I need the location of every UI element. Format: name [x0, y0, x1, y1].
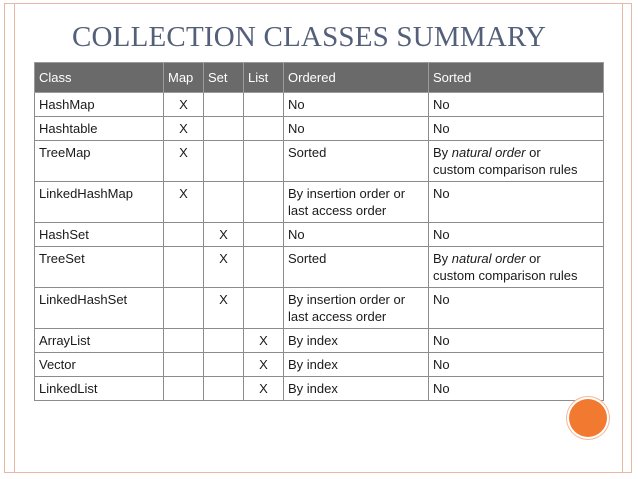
cell-class: HashMap [35, 93, 164, 117]
sorted-line: custom comparison rules [433, 268, 578, 283]
cell-sorted [429, 377, 604, 401]
cell-sorted [429, 247, 604, 288]
cell-ordered [284, 377, 429, 401]
cell-map [164, 288, 204, 329]
ordered-line: By insertion order or [288, 186, 406, 201]
cell-sorted [429, 288, 604, 329]
header-list: List [244, 63, 284, 93]
cell-list [244, 141, 284, 182]
cell-map [164, 329, 204, 353]
cell-sorted [429, 141, 604, 182]
cell-set: X [204, 223, 244, 247]
ordered-line: No [288, 97, 305, 112]
sorted-line [433, 250, 599, 267]
table-body [35, 93, 604, 401]
ordered-line: last access order [288, 309, 387, 324]
cell-list: X [244, 353, 284, 377]
cell-sorted [429, 223, 604, 247]
cell-class: Hashtable [35, 117, 164, 141]
cell-set [204, 329, 244, 353]
cell-list [244, 223, 284, 247]
cell-ordered [284, 247, 429, 288]
header-sorted: Sorted [429, 63, 604, 93]
table-row [35, 353, 604, 377]
sorted-line [433, 356, 599, 373]
table-row [35, 141, 604, 182]
table-row [35, 247, 604, 288]
decorative-orange-circle [569, 399, 607, 437]
right-border-line [622, 3, 623, 473]
cell-class: TreeMap [35, 141, 164, 182]
sorted-text: No [433, 381, 450, 396]
ordered-line: Sorted [288, 251, 327, 266]
cell-map: X [164, 117, 204, 141]
sorted-line [433, 120, 599, 137]
slide-title: COLLECTION CLASSES SUMMARY [72, 21, 547, 53]
cell-map: X [164, 141, 204, 182]
left-border-line [14, 3, 15, 473]
ordered-line: last access order [288, 203, 387, 218]
header-map: Map [164, 63, 204, 93]
cell-ordered [284, 93, 429, 117]
cell-ordered [284, 117, 429, 141]
header-ordered: Ordered [284, 63, 429, 93]
cell-ordered [284, 223, 429, 247]
ordered-line: Sorted [288, 145, 327, 160]
sorted-emphasis: natural order [451, 145, 526, 160]
sorted-text: No [433, 97, 450, 112]
cell-ordered [284, 182, 429, 223]
cell-set [204, 141, 244, 182]
sorted-text: or [525, 251, 541, 266]
cell-class: LinkedList [35, 377, 164, 401]
cell-set [204, 117, 244, 141]
cell-class: LinkedHashMap [35, 182, 164, 223]
cell-set [204, 377, 244, 401]
cell-set [204, 353, 244, 377]
table-row [35, 288, 604, 329]
cell-list [244, 93, 284, 117]
ordered-line: No [288, 227, 305, 242]
cell-map [164, 247, 204, 288]
sorted-line [433, 291, 599, 308]
table-row [35, 329, 604, 353]
sorted-text: No [433, 121, 450, 136]
table-row [35, 93, 604, 117]
cell-map [164, 353, 204, 377]
sorted-line: custom comparison rules [433, 162, 578, 177]
table-row [35, 182, 604, 223]
cell-map: X [164, 182, 204, 223]
cell-map [164, 223, 204, 247]
sorted-line [433, 380, 599, 397]
cell-sorted [429, 117, 604, 141]
cell-list [244, 288, 284, 329]
sorted-text: By [433, 145, 452, 160]
sorted-text: No [433, 292, 450, 307]
cell-map: X [164, 93, 204, 117]
table-header-row [35, 63, 604, 93]
cell-class: Vector [35, 353, 164, 377]
cell-class: ArrayList [35, 329, 164, 353]
cell-set: X [204, 288, 244, 329]
table-row [35, 117, 604, 141]
cell-sorted [429, 329, 604, 353]
sorted-text: No [433, 333, 450, 348]
sorted-text: By [433, 251, 452, 266]
cell-ordered [284, 353, 429, 377]
sorted-emphasis: natural order [451, 251, 526, 266]
sorted-text: No [433, 186, 450, 201]
ordered-line: By index [288, 381, 338, 396]
cell-set: X [204, 247, 244, 288]
sorted-text: No [433, 357, 450, 372]
header-class: Class [35, 63, 164, 93]
ordered-line: By insertion order or [288, 292, 406, 307]
cell-set [204, 93, 244, 117]
cell-sorted [429, 93, 604, 117]
sorted-line [433, 144, 599, 161]
sorted-line [433, 185, 599, 202]
cell-list [244, 182, 284, 223]
sorted-text: No [433, 227, 450, 242]
sorted-text: or [525, 145, 541, 160]
cell-sorted [429, 182, 604, 223]
table-row [35, 223, 604, 247]
cell-class: HashSet [35, 223, 164, 247]
sorted-line [433, 226, 599, 243]
sorted-line [433, 332, 599, 349]
cell-class: LinkedHashSet [35, 288, 164, 329]
sorted-line [433, 96, 599, 113]
ordered-line: By index [288, 333, 338, 348]
ordered-line: No [288, 121, 305, 136]
summary-table [34, 62, 604, 401]
cell-ordered [284, 288, 429, 329]
cell-ordered [284, 141, 429, 182]
cell-list [244, 247, 284, 288]
cell-ordered [284, 329, 429, 353]
table-row [35, 377, 604, 401]
cell-sorted [429, 353, 604, 377]
cell-list [244, 117, 284, 141]
ordered-line: By index [288, 357, 338, 372]
cell-list: X [244, 329, 284, 353]
cell-set [204, 182, 244, 223]
cell-list: X [244, 377, 284, 401]
cell-map [164, 377, 204, 401]
header-set: Set [204, 63, 244, 93]
cell-class: TreeSet [35, 247, 164, 288]
